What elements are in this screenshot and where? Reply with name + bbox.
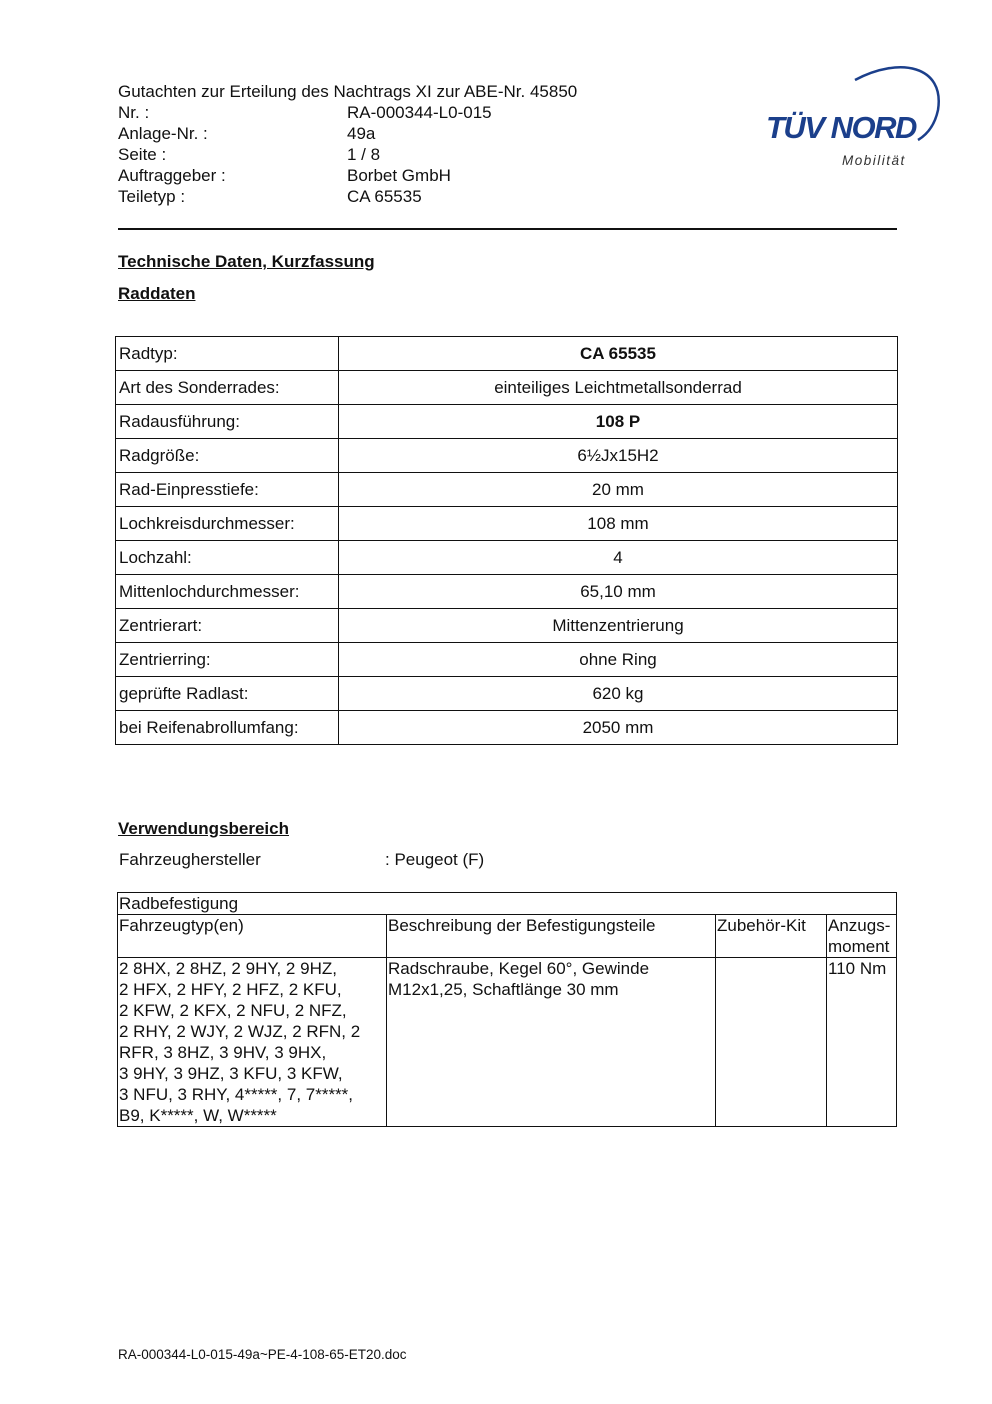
header-label: Anlage-Nr. :: [118, 124, 208, 143]
manufacturer-label: Fahrzeughersteller: [119, 850, 261, 869]
fixing-description-line: M12x1,25, Schaftlänge 30 mm: [388, 980, 619, 999]
wheel-data-value: CA 65535: [339, 337, 898, 371]
vehicle-types-line: RFR, 3 8HZ, 3 9HV, 3 9HX,: [119, 1043, 327, 1062]
wheel-data-value: einteiliges Leichtmetallsonderrad: [339, 371, 898, 405]
header-accessory-kit: Zubehör-Kit: [716, 915, 827, 958]
header-value: Borbet GmbH: [347, 166, 451, 185]
wheel-data-label: Radgröße:: [116, 439, 339, 473]
wheel-data-label: Lochzahl:: [116, 541, 339, 575]
wheel-data-value: 4: [339, 541, 898, 575]
wheel-data-label: Rad-Einpresstiefe:: [116, 473, 339, 507]
wheel-data-row: [116, 609, 898, 643]
wheel-data-label: Radausführung:: [116, 405, 339, 439]
wheel-data-label: Mittenlochdurchmesser:: [116, 575, 339, 609]
wheel-data-row: [116, 405, 898, 439]
wheel-data-row: [116, 711, 898, 745]
wheel-data-row: [116, 439, 898, 473]
wheel-data-row: [116, 507, 898, 541]
vehicle-types-line: B9, K*****, W, W*****: [119, 1106, 277, 1125]
wheel-data-table: [115, 336, 898, 745]
wheel-fixing-table: [117, 892, 897, 1127]
wheel-data-row: [116, 371, 898, 405]
section-title-usage: Verwendungsbereich: [118, 819, 289, 838]
wheel-data-label: Radtyp:: [116, 337, 339, 371]
header-value: CA 65535: [347, 187, 422, 206]
header-value: RA-000344-L0-015: [347, 103, 492, 122]
vehicle-types-cell: [118, 958, 387, 1127]
wheel-data-row: [116, 473, 898, 507]
header-label: Auftraggeber :: [118, 166, 226, 185]
footer-filename: RA-000344-L0-015-49a~PE-4-108-65-ET20.doc: [118, 1347, 407, 1362]
header-torque: [827, 915, 897, 958]
fixing-description-line: Radschraube, Kegel 60°, Gewinde: [388, 959, 650, 978]
header-vehicle-types: Fahrzeugtyp(en): [118, 915, 387, 958]
wheel-data-value: 108 mm: [339, 507, 898, 541]
wheel-data-label: Art des Sonderrades:: [116, 371, 339, 405]
wheel-data-label: Zentrierring:: [116, 643, 339, 677]
header-label: Teiletyp :: [118, 187, 186, 206]
tuv-nord-logo: [760, 58, 950, 173]
torque-cell: 110 Nm: [827, 958, 897, 1127]
header-value: 1 / 8: [347, 145, 381, 164]
header-divider: [118, 228, 897, 230]
wheel-data-label: bei Reifenabrollumfang:: [116, 711, 339, 745]
wheel-data-value: ohne Ring: [339, 643, 898, 677]
header-row-nr: [118, 102, 678, 123]
vehicle-types-line: 2 KFW, 2 KFX, 2 NFU, 2 NFZ,: [119, 1001, 347, 1020]
wheel-data-value: Mittenzentrierung: [339, 609, 898, 643]
vehicle-types-line: 2 RHY, 2 WJY, 2 WJZ, 2 RFN, 2: [119, 1022, 361, 1041]
logo-brand-text: TÜV NORD: [766, 110, 916, 145]
vehicle-types-line: 2 HFX, 2 HFY, 2 HFZ, 2 KFU,: [119, 980, 342, 999]
wheel-data-label: Lochkreisdurchmesser:: [116, 507, 339, 541]
accessory-kit-cell: [716, 958, 827, 1127]
wheel-data-row: [116, 575, 898, 609]
header-row-seite: [118, 144, 678, 165]
wheel-data-value: 6½Jx15H2: [339, 439, 898, 473]
header-label: Seite :: [118, 145, 167, 164]
fixing-description-cell: [387, 958, 716, 1127]
header-label: Nr. :: [118, 103, 150, 122]
wheel-data-value: 20 mm: [339, 473, 898, 507]
manufacturer-row: [119, 850, 484, 870]
wheel-data-label: geprüfte Radlast:: [116, 677, 339, 711]
fixing-caption: Radbefestigung: [118, 893, 897, 915]
wheel-data-row: [116, 337, 898, 371]
wheel-data-label: Zentrierart:: [116, 609, 339, 643]
vehicle-types-line: 3 9HY, 3 9HZ, 3 KFU, 3 KFW,: [119, 1064, 343, 1083]
wheel-data-row: [116, 677, 898, 711]
wheel-data-value: 620 kg: [339, 677, 898, 711]
wheel-data-value: 108 P: [339, 405, 898, 439]
document-title: Gutachten zur Erteilung des Nachtrags XI zur ABE-Nr. 45850: [118, 82, 578, 101]
section-title-technical: Technische Daten, Kurzfassung: [118, 252, 375, 271]
header-torque-line: moment: [828, 937, 890, 956]
document-header: [118, 81, 678, 207]
vehicle-types-line: 3 NFU, 3 RHY, 4*****, 7, 7*****,: [119, 1085, 354, 1104]
logo-subtitle: Mobilität: [842, 153, 906, 168]
section-subtitle-raddaten: Raddaten: [118, 284, 196, 303]
manufacturer-value: : Peugeot (F): [385, 850, 485, 869]
header-row-auftraggeber: [118, 165, 678, 186]
header-torque-line: Anzugs-: [828, 916, 891, 935]
wheel-data-value: 65,10 mm: [339, 575, 898, 609]
wheel-data-value: 2050 mm: [339, 711, 898, 745]
header-fixing-description: Beschreibung der Befestigungsteile: [387, 915, 716, 958]
header-value: 49a: [347, 124, 376, 143]
header-row-anlage: [118, 123, 678, 144]
header-row-teiletyp: [118, 186, 678, 207]
wheel-data-row: [116, 643, 898, 677]
wheel-data-row: [116, 541, 898, 575]
vehicle-types-line: 2 8HX, 2 8HZ, 2 9HY, 2 9HZ,: [119, 959, 337, 978]
